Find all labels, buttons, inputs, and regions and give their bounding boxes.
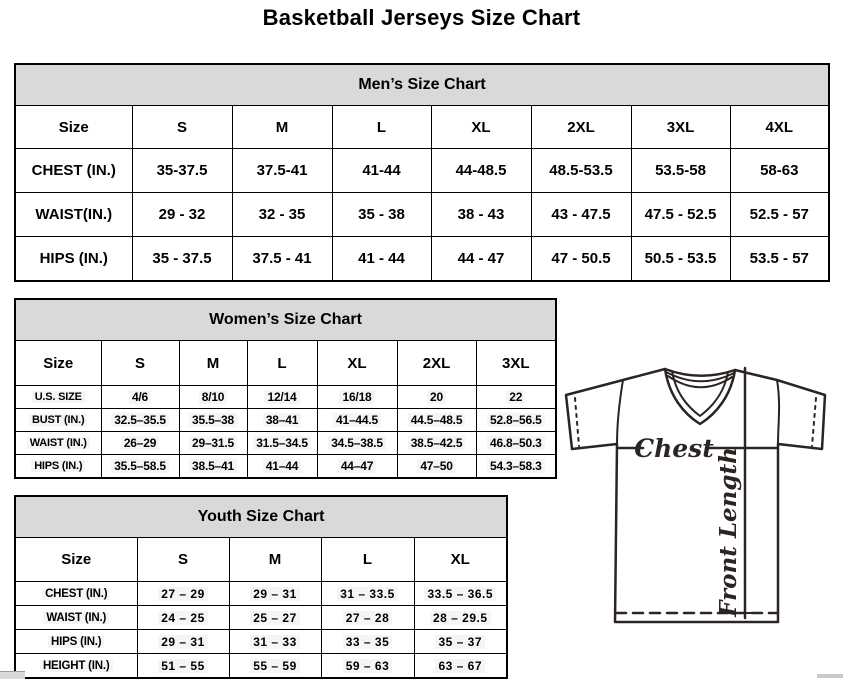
column-header: S — [137, 538, 229, 582]
table-cell: 41-44 — [332, 149, 431, 193]
table-cell: 35.5–38 — [179, 409, 247, 432]
row-label: HIPS (IN.) — [15, 237, 132, 282]
table-cell: 24 – 25 — [137, 606, 229, 630]
table-cell: 41–44 — [247, 455, 317, 479]
table-cell: 31 – 33 — [229, 630, 321, 654]
table-cell: 59 – 63 — [321, 654, 414, 679]
row-label: HIPS (IN.) — [15, 630, 137, 654]
youth-chart-title: Youth Size Chart — [15, 496, 507, 538]
womens-chart-title: Women’s Size Chart — [15, 299, 556, 341]
column-header: 3XL — [476, 341, 556, 386]
table-row — [15, 237, 829, 282]
youth-size-table — [14, 495, 508, 679]
table-cell: 55 – 59 — [229, 654, 321, 679]
row-label: CHEST (IN.) — [15, 149, 132, 193]
column-header: Size — [15, 538, 137, 582]
table-row — [15, 409, 556, 432]
table-cell: 27 – 28 — [321, 606, 414, 630]
front-length-label: Front Length — [715, 447, 742, 617]
table-row — [15, 149, 829, 193]
column-header: 2XL — [531, 106, 631, 149]
womens-size-table — [14, 298, 557, 479]
table-cell: 37.5-41 — [232, 149, 332, 193]
table-cell: 43 - 47.5 — [531, 193, 631, 237]
table-cell: 50.5 - 53.5 — [631, 237, 730, 282]
table-row — [15, 341, 556, 386]
mens-size-table — [14, 63, 830, 282]
table-row — [15, 630, 507, 654]
table-cell: 44 - 47 — [431, 237, 531, 282]
table-cell: 53.5 - 57 — [730, 237, 829, 282]
table-cell: 29 - 32 — [132, 193, 232, 237]
table-cell: 32.5–35.5 — [101, 409, 179, 432]
column-header: Size — [15, 106, 132, 149]
table-cell: 25 – 27 — [229, 606, 321, 630]
table-cell: 29 – 31 — [229, 582, 321, 606]
table-cell: 33 – 35 — [321, 630, 414, 654]
table-cell: 46.8–50.3 — [476, 432, 556, 455]
column-header: S — [101, 341, 179, 386]
table-row — [15, 386, 556, 409]
table-cell: 33.5 – 36.5 — [414, 582, 507, 606]
scrollbar-fragment-right[interactable] — [817, 674, 843, 678]
table-cell: 26–29 — [101, 432, 179, 455]
column-header: L — [321, 538, 414, 582]
table-cell: 47.5 - 52.5 — [631, 193, 730, 237]
table-cell: 35 - 38 — [332, 193, 431, 237]
row-label: WAIST (IN.) — [15, 432, 101, 455]
table-cell: 32 - 35 — [232, 193, 332, 237]
column-header: XL — [414, 538, 507, 582]
table-cell: 38.5–41 — [179, 455, 247, 479]
table-cell: 52.5 - 57 — [730, 193, 829, 237]
table-row — [15, 299, 556, 341]
mens-chart-title: Men’s Size Chart — [15, 64, 829, 106]
row-label: WAIST(IN.) — [15, 193, 132, 237]
table-row — [15, 455, 556, 479]
table-row — [15, 106, 829, 149]
chest-label: Chest — [634, 434, 714, 463]
table-cell: 38.5–42.5 — [397, 432, 476, 455]
table-cell: 29–31.5 — [179, 432, 247, 455]
table-row — [15, 432, 556, 455]
table-cell: 41–44.5 — [317, 409, 397, 432]
row-label: HEIGHT (IN.) — [15, 654, 137, 679]
table-cell: 47–50 — [397, 455, 476, 479]
table-cell: 35.5–58.5 — [101, 455, 179, 479]
column-header: Size — [15, 341, 101, 386]
table-cell: 63 – 67 — [414, 654, 507, 679]
table-cell: 35 – 37 — [414, 630, 507, 654]
row-label: CHEST (IN.) — [15, 582, 137, 606]
column-header: L — [332, 106, 431, 149]
table-row — [15, 582, 507, 606]
table-cell: 44.5–48.5 — [397, 409, 476, 432]
table-row — [15, 538, 507, 582]
table-cell: 16/18 — [317, 386, 397, 409]
column-header: XL — [317, 341, 397, 386]
table-cell: 27 – 29 — [137, 582, 229, 606]
table-cell: 54.3–58.3 — [476, 455, 556, 479]
table-cell: 51 – 55 — [137, 654, 229, 679]
table-row — [15, 193, 829, 237]
page-title: Basketball Jerseys Size Chart — [262, 5, 581, 30]
column-header: M — [229, 538, 321, 582]
table-row — [15, 606, 507, 630]
table-cell: 38–41 — [247, 409, 317, 432]
table-cell: 35 - 37.5 — [132, 237, 232, 282]
column-header: L — [247, 341, 317, 386]
table-cell: 58-63 — [730, 149, 829, 193]
table-cell: 44–47 — [317, 455, 397, 479]
table-cell: 20 — [397, 386, 476, 409]
row-label: U.S. SIZE — [15, 386, 101, 409]
column-header: 4XL — [730, 106, 829, 149]
table-row — [15, 64, 829, 106]
column-header: XL — [431, 106, 531, 149]
row-label: BUST (IN.) — [15, 409, 101, 432]
table-cell: 41 - 44 — [332, 237, 431, 282]
column-header: S — [132, 106, 232, 149]
table-cell: 48.5-53.5 — [531, 149, 631, 193]
table-cell: 31.5–34.5 — [247, 432, 317, 455]
table-cell: 44-48.5 — [431, 149, 531, 193]
column-header: M — [232, 106, 332, 149]
table-cell: 8/10 — [179, 386, 247, 409]
table-cell: 28 – 29.5 — [414, 606, 507, 630]
table-cell: 4/6 — [101, 386, 179, 409]
table-cell: 12/14 — [247, 386, 317, 409]
jersey-outline-path — [566, 369, 825, 622]
table-cell: 31 – 33.5 — [321, 582, 414, 606]
table-cell: 47 - 50.5 — [531, 237, 631, 282]
row-label: WAIST (IN.) — [15, 606, 137, 630]
jersey-diagram — [558, 362, 834, 628]
table-cell: 35-37.5 — [132, 149, 232, 193]
table-row — [15, 496, 507, 538]
scrollbar-fragment-left[interactable] — [0, 671, 25, 679]
table-cell: 37.5 - 41 — [232, 237, 332, 282]
column-header: 2XL — [397, 341, 476, 386]
table-cell: 53.5-58 — [631, 149, 730, 193]
table-cell: 38 - 43 — [431, 193, 531, 237]
column-header: 3XL — [631, 106, 730, 149]
row-label: HIPS (IN.) — [15, 455, 101, 479]
table-cell: 29 – 31 — [137, 630, 229, 654]
column-header: M — [179, 341, 247, 386]
table-cell: 52.8–56.5 — [476, 409, 556, 432]
table-row — [15, 654, 507, 679]
table-cell: 22 — [476, 386, 556, 409]
table-cell: 34.5–38.5 — [317, 432, 397, 455]
